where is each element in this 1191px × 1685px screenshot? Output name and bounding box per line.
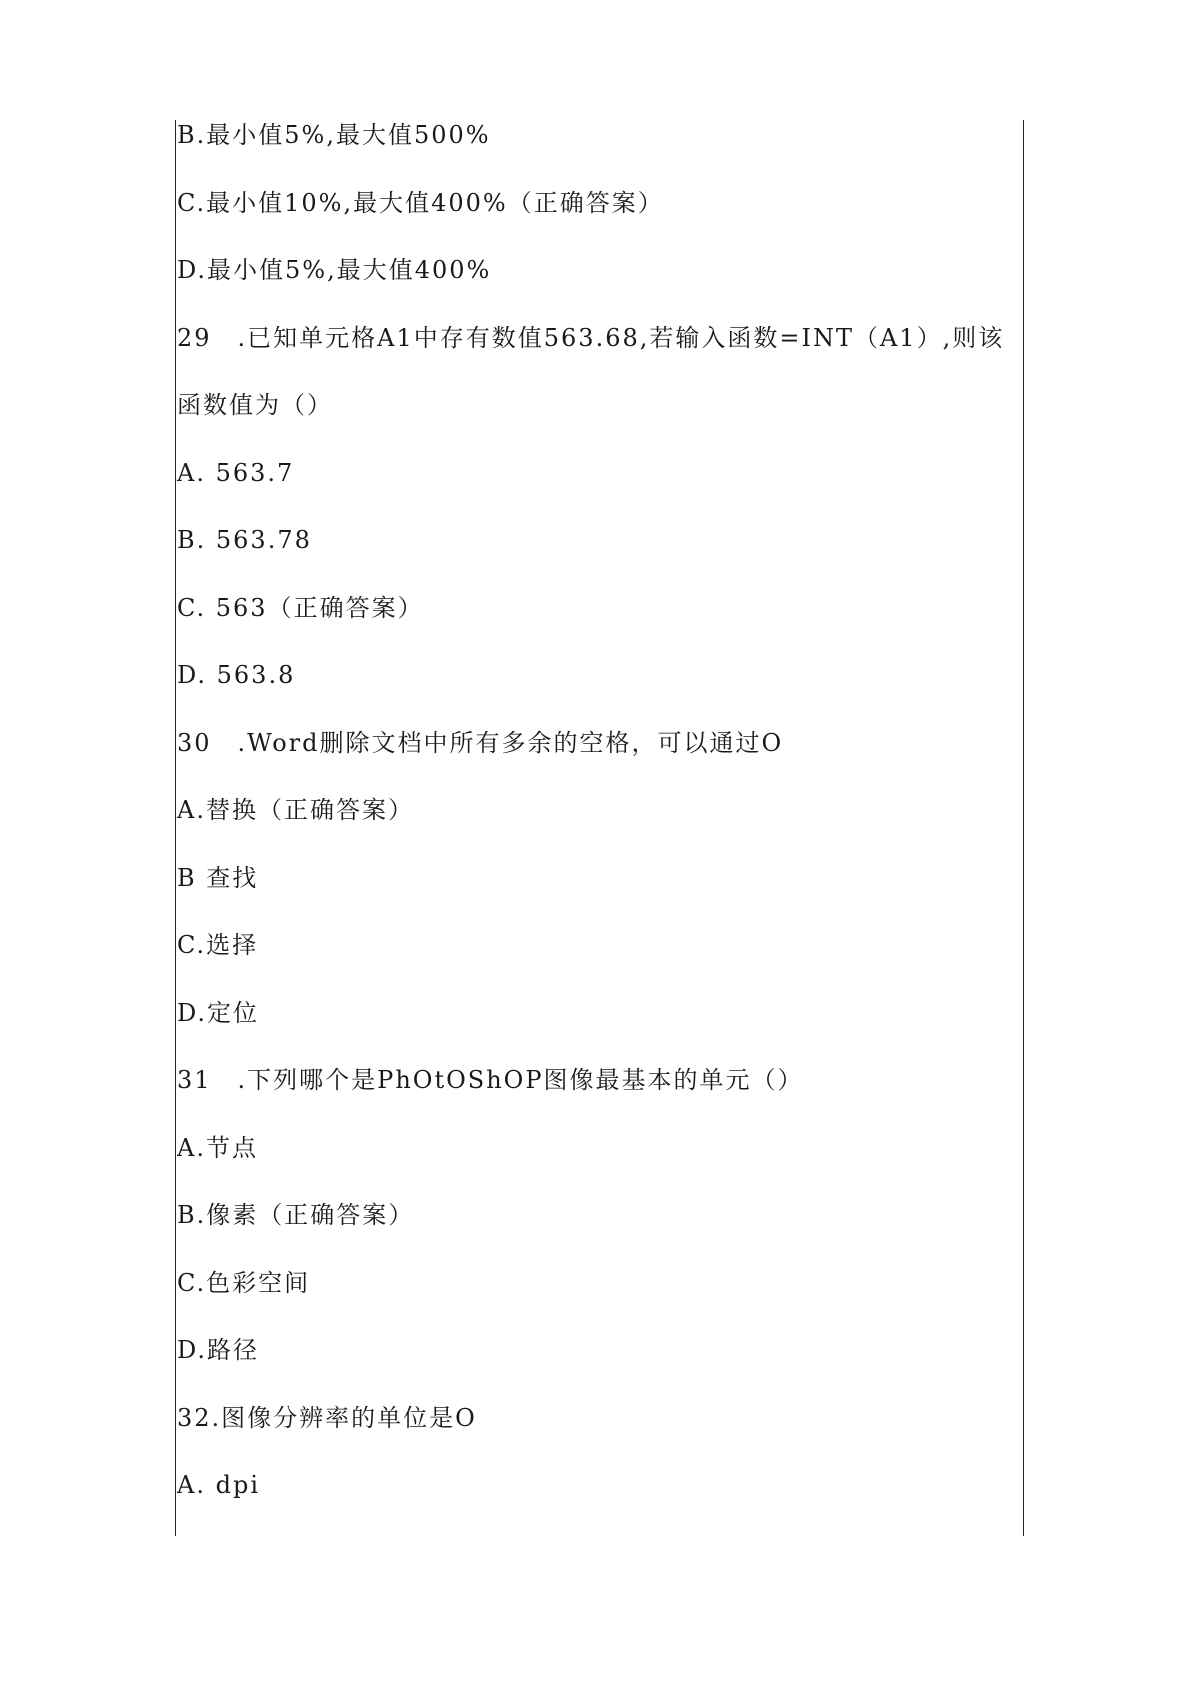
question-31-text: 31 .下列哪个是PhOtOShOP图像最基本的单元（）: [177, 1066, 804, 1094]
option-a-q30: A.替换（正确答案）: [177, 796, 414, 824]
option-c-q29: C. 563（正确答案）: [177, 593, 424, 622]
question-32-text: 32.图像分辨率的单位是O: [177, 1403, 477, 1432]
option-a-q31: A.节点: [177, 1133, 258, 1162]
question-29-text: 29 .已知单元格A1中存有数值563.68,若输入函数=INT（A1）,则该: [177, 323, 1005, 352]
option-c-q31: C.色彩空间: [177, 1268, 311, 1297]
option-d-q30: D.定位: [177, 998, 260, 1027]
option-c-q28: C.最小值10%,最大值400%（正确答案）: [177, 188, 664, 217]
option-b-q30: B 查找: [177, 863, 259, 892]
option-d-q29: D. 563.8: [177, 661, 296, 689]
option-d-q28: D.最小值5%,最大值400%: [177, 256, 492, 284]
option-b-q28: B.最小值5%,最大值500%: [177, 121, 491, 149]
option-a-q29: A. 563.7: [177, 458, 295, 487]
right-border-line: [1023, 120, 1024, 1536]
option-b-q29: B. 563.78: [177, 526, 312, 554]
left-border-line: [175, 120, 176, 1536]
option-a-q32: A. dpi: [177, 1471, 260, 1499]
option-c-q30: C.选择: [177, 931, 259, 959]
option-b-q31: B.像素（正确答案）: [177, 1201, 415, 1229]
question-list: [177, 115, 1005, 1533]
question-30-text: 30 .Word删除文档中所有多余的空格，可以通过O: [177, 728, 784, 757]
option-d-q31: D.路径: [177, 1336, 260, 1364]
question-29-text-cont: 函数值为（）: [177, 391, 333, 419]
